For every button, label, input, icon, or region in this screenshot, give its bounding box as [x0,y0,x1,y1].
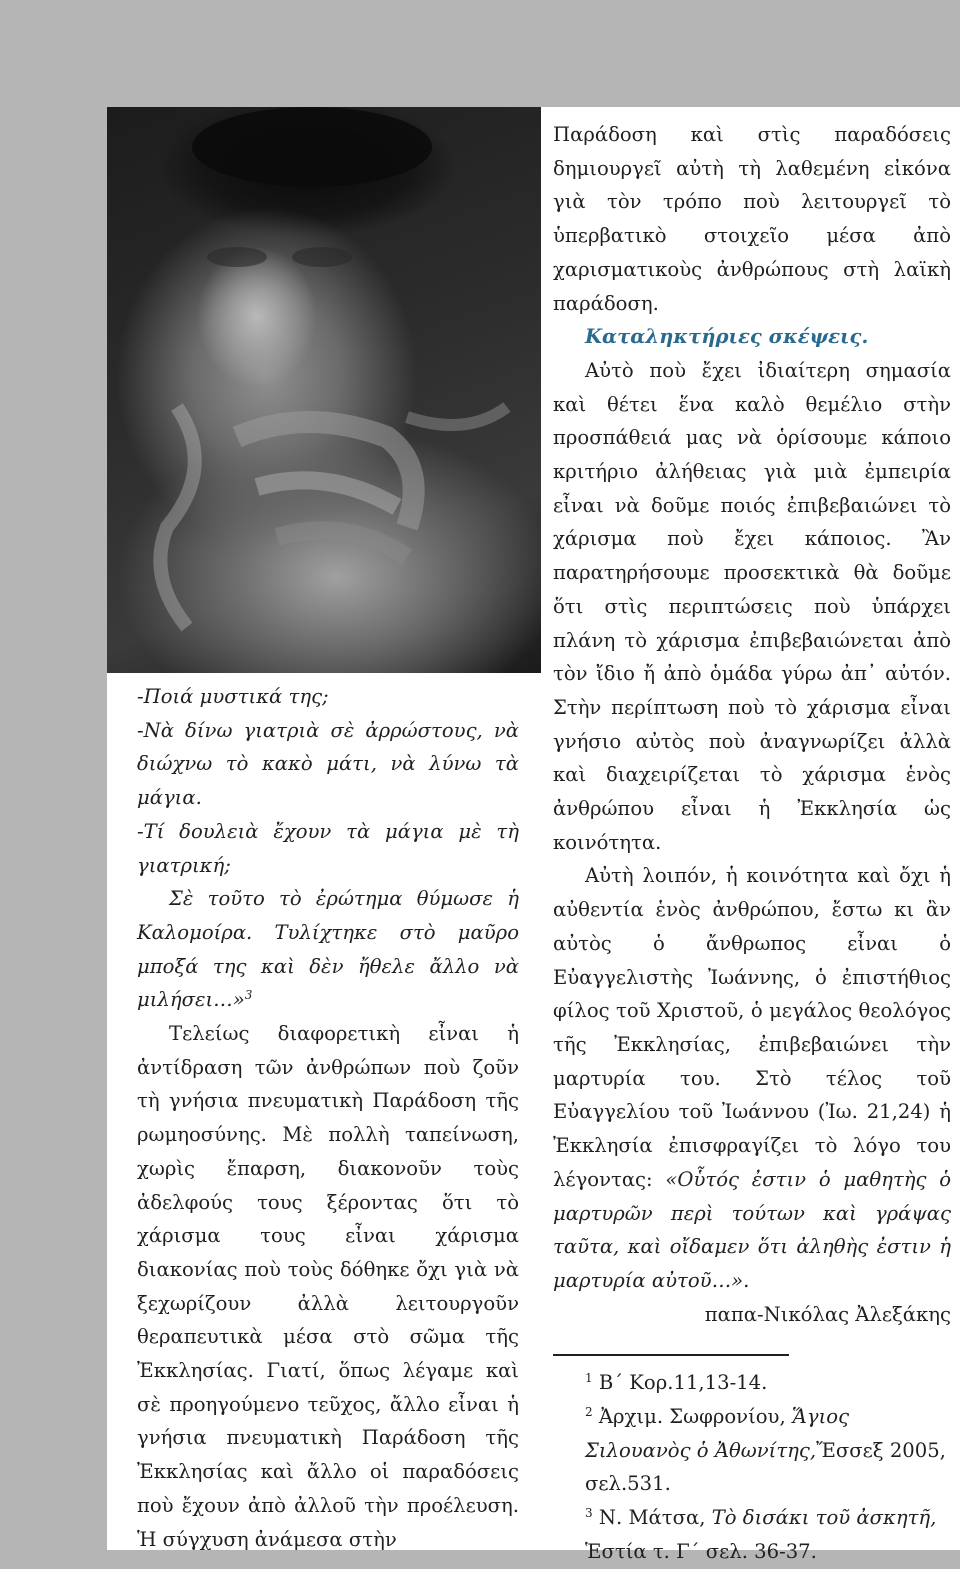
footnote-number: 2 [585,1405,593,1420]
left-column [137,680,519,1556]
dialogue-line-2: -Νὰ δίνω γιατριὰ σὲ ἀρρώστους, νὰ διώχνω τὸ κακὸ μάτι, νὰ λύνω τὰ μάγια. [137,718,519,810]
body-paragraph-3-text: Αὐτὴ λοιπόν, ἡ κοινότητα καὶ ὄχι ἡ αὐθεντία ἑνὸς ἀνθρώπου, ἔστω κι ἂν αὐτὸς ὁ ἄνθρωπος εἶναι ὁ Εὐαγγελιστὴς Ἰωάννης, ὁ ἐπιστήθιος φίλος τοῦ Χριστοῦ, ὁ μεγάλος θεολόγος τῆς Ἐκκλησίας, ἐπιβεβαιώνει τὴν μαρτυρία του. Στὸ τέλος τοῦ Εὐαγγελίου τοῦ Ἰωάννου (Ἰω. 21,24) ἡ Ἐκκλησία ἐπισφραγίζει τὸ λόγο του λέγοντας: [553,864,951,1191]
right-column [553,118,951,1569]
dialogue-line-4-text: Σὲ τοῦτο τὸ ἐρώτημα θύμωσε ἡ Καλομοίρα. Τυλίχτηκε στὸ μαῦρο μποξά της καὶ δὲν ἤθελε ἄλλο νὰ μιλήσει…» [137,887,519,1012]
dialogue-line-4 [137,882,519,1017]
footnote-text: Ν. Μάτσα, [598,1506,712,1530]
section-heading: Καταληκτήριες σκέψεις. [585,325,869,349]
footnote-book-title: Ἅγιος Σιλουανὸς ὁ Ἀθωνίτης, [585,1405,850,1462]
dialogue-line-3: -Τί δουλειὰ ἔχουν τὰ μάγια μὲ τὴ γιατρική; [137,819,519,877]
continued-paragraph: Παράδοση καὶ στὶς παραδόσεις δημιουργεῖ αὐτὴ τὴ λαθεμένη εἰκόνα γιὰ τὸν τρόπο ποὺ λειτουργεῖ τὸ ὑπερβατικὸ στοιχεῖο μέσα ἀπὸ χαρισματικοὺς ἀνθρώπους στὴ λαϊκὴ παράδοση. [553,123,951,315]
footnote-text-end: Ἑστία τ. Γ΄ σελ. 36-37. [585,1539,817,1563]
dialogue-line-1: -Ποιά μυστικά της; [137,685,329,708]
scripture-quote: «Οὗτός ἐστιν ὁ μαθητὴς ὁ μαρτυρῶν περὶ τούτων καὶ γράψας ταῦτα, καὶ οἴδαμεν ὅτι ἀληθὴς ἐστιν ἡ μαρτυρία αὐτοῦ…» [553,1167,951,1292]
photo-shading [107,107,541,673]
footnote-text: Ἀρχιμ. Σωφρονίου, [598,1405,792,1429]
footnote-3 [553,1501,951,1568]
body-paragraph-2: Αὐτὸ ποὺ ἔχει ἰδιαίτερη σημασία καὶ θέτει ἕνα καλὸ θεμέλιο στὴν προσπάθειά μας νὰ ὁρίσουμε κάποιο κριτήριο ἀλήθειας γιὰ μιὰ ἐμπειρία εἶναι νὰ δοῦμε ποιός ἐπιβεβαιώνει τὸ χάρισμα ποὺ ἔχει κάποιος. Ἂν παρατηρήσουμε προσεκτικὰ θὰ δοῦμε ὅτι στὶς περιπτώσεις ποὺ ὑπάρχει πλάνη τὸ χάρισμα ἐπιβεβαιώνεται ἀπὸ τὸν ἴδιο ἤ ἀπὸ ὁμάδα γύρω ἀπ᾽ αὐτόν. Στὴν περίπτωση ποὺ τὸ χάρισμα εἶναι γνήσιο αὐτὸς ποὺ ἀναγνωρίζει ἀλλὰ καὶ διαχειρίζεται τὸ χάρισμα ἑνὸς ἀνθρώπου εἶναι ἡ Ἐκκλησία ὡς κοινότητα. [553,358,951,854]
monk-photo [107,107,541,673]
footnote-text: Β΄ Κορ.11,13-14. [598,1371,768,1395]
footnote-number: 3 [585,1506,593,1521]
footnote-book-title: Τὸ δισάκι τοῦ ἀσκητῆ, [711,1506,937,1530]
body-paragraph-3 [553,859,951,1297]
footnote-text-end: Ἔσσεξ 2005, σελ.531. [585,1438,946,1496]
footnote-divider [553,1354,789,1356]
footnote-1 [553,1366,951,1400]
author-signature: παπα-Νικόλας Ἀλεξάκης [704,1302,951,1326]
body-paragraph: Τελείως διαφορετικὴ εἶναι ἡ ἀντίδραση τῶν ἀνθρώπων ποὺ ζοῦν τὴ γνήσια πνευματικὴ Παράδοση τῆς ρωμηοσύνης. Μὲ πολλὴ ταπείνωση, χωρὶς ἔπαρση, διακονοῦν τοὺς ἀδελφούς τους ξέροντας ὅτι τὸ χάρισμα τους εἶναι χάρισμα διακονίας ποὺ τοὺς δόθηκε ὄχι γιὰ νὰ ξεχωρίζουν ἀλλὰ λειτουργοῦν θεραπευτικὰ μέσα στὸ σῶμα τῆς Ἐκκλησίας. Γιατί, ὅπως λέγαμε καὶ σὲ προηγούμενο τεῦχος, ἄλλο εἶναι ἡ γνήσια πνευματικὴ Παράδοση τῆς Ἐκκλησίας καὶ ἄλλο οἱ παραδόσεις ποὺ ἔχουν ἀπὸ ἀλλοῦ τὴν προέλευση. Ἡ σύγχυση ἀνάμεσα στὴν [137,1022,519,1551]
footnote-number: 1 [585,1371,593,1386]
footnote-2 [553,1400,951,1501]
quote-end: . [743,1268,750,1292]
footnote-ref-3: 3 [244,988,253,1003]
